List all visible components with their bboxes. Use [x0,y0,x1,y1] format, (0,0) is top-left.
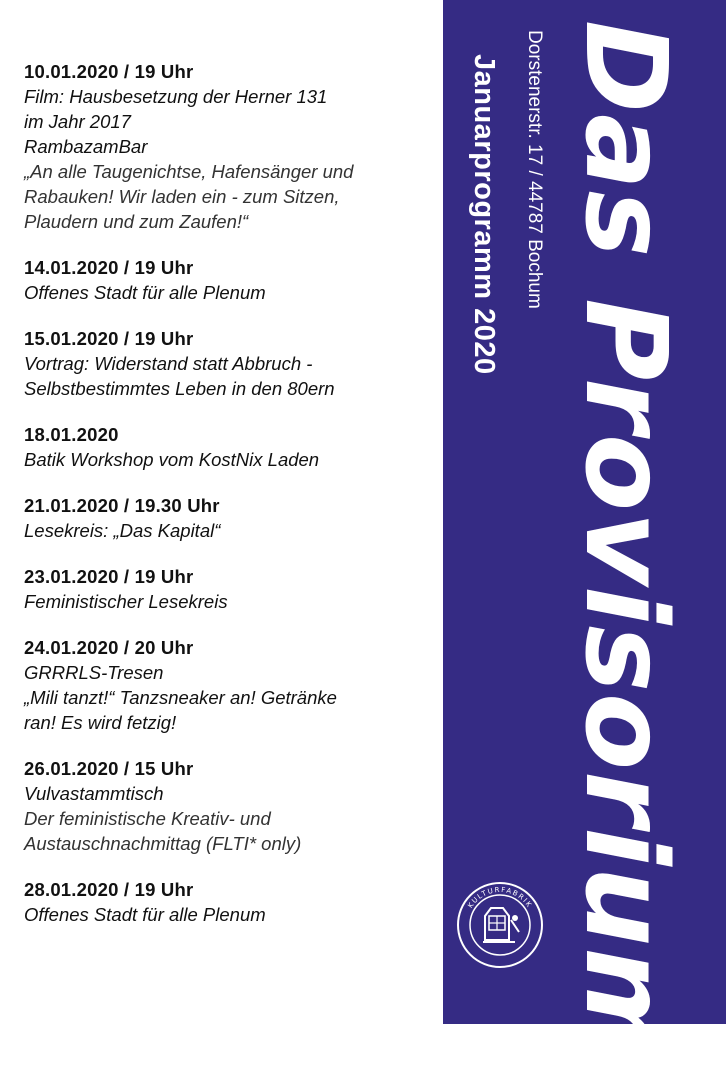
event-date: 14.01.2020 / 19 Uhr [24,257,194,278]
event-title-line: GRRRLS-Tresen [24,662,164,683]
event-item [24,494,434,543]
event-date: 23.01.2020 / 19 Uhr [24,566,194,587]
event-item [24,757,434,856]
event-description-line: „An alle Taugenichtse, Hafensänger und [24,161,354,182]
event-date: 15.01.2020 / 19 Uhr [24,328,194,349]
program-title: Januarprogramm 2020 [468,54,500,375]
event-date: 18.01.2020 [24,424,119,445]
event-item [24,60,434,234]
event-item [24,878,434,927]
event-title-line: Feministischer Lesekreis [24,591,228,612]
event-title-line: „Mili tanzt!“ Tanzsneaker an! Getränke [24,687,337,708]
event-description-line: Austauschnachmittag (FLTI* only) [24,833,302,854]
event-title-line: Offenes Stadt für alle Plenum [24,282,266,303]
event-title-line: Offenes Stadt für alle Plenum [24,904,266,925]
venue-address: Dorstenerstr. 17 / 44787 Bochum [524,30,545,309]
event-title-line: im Jahr 2017 [24,111,131,132]
event-date: 24.01.2020 / 20 Uhr [24,637,194,658]
event-title-line: RambazamBar [24,136,148,157]
event-date: 10.01.2020 / 19 Uhr [24,61,194,82]
event-description-line: Rabauken! Wir laden ein - zum Sitzen, [24,186,340,207]
event-item [24,565,434,614]
event-date: 28.01.2020 / 19 Uhr [24,879,194,900]
event-list [24,60,434,949]
event-date: 21.01.2020 / 19.30 Uhr [24,495,220,516]
event-title-line: ran! Es wird fetzig! [24,712,177,733]
event-title-line: Batik Workshop vom KostNix Laden [24,449,320,470]
event-title-line: Vulvastammtisch [24,783,164,804]
event-item [24,423,434,472]
event-description-line: Der feministische Kreativ- und [24,808,271,829]
event-date: 26.01.2020 / 15 Uhr [24,758,194,779]
kulturfabrik-seal-icon [455,880,545,970]
event-item [24,636,434,735]
event-title-line: Selbstbestimmtes Leben in den 80ern [24,378,335,399]
event-title-line: Film: Hausbesetzung der Herner 131 [24,86,328,107]
event-title-line: Vortrag: Widerstand statt Abbruch - [24,353,313,374]
event-item [24,327,434,401]
venue-title: Das Provisorium [560,20,690,1065]
seal-text: KULTURFABRIK [466,885,534,910]
event-title-line: Lesekreis: „Das Kapital“ [24,520,221,541]
event-description-line: Plaudern und zum Zaufen!“ [24,211,249,232]
event-item [24,256,434,305]
